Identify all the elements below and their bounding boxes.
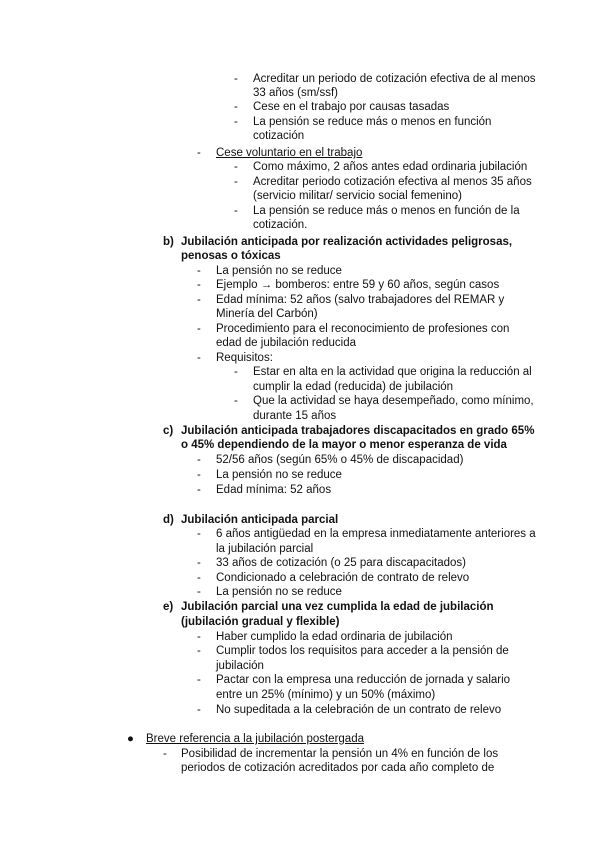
text-line: Que la actividad se haya desempeñado, como mínimo, <box>253 395 534 407</box>
text-line: La pensión no se reduce <box>216 265 342 277</box>
text-line: la jubilación parcial <box>216 543 314 555</box>
text-line: Procedimiento para el reconocimiento de profesiones con <box>216 323 510 335</box>
text-line: Cumplir todos los requisitos para acceder a la pensión de <box>216 645 509 657</box>
list-marker: d) <box>163 514 174 526</box>
list-marker: b) <box>163 236 174 248</box>
text-line: durante 15 años <box>253 410 337 422</box>
list-marker: - <box>234 176 238 188</box>
text-line: Acreditar periodo cotización efectiva al menos 35 años <box>253 176 532 188</box>
text-line: Acreditar un periodo de cotización efectiva de al menos <box>253 73 536 85</box>
text-line: Edad mínima: 52 años (salvo trabajadores del REMAR y <box>216 294 505 306</box>
text-line: Posibilidad de incrementar la pensión un 4% en función de los <box>181 748 499 760</box>
list-marker: - <box>234 161 238 173</box>
list-marker: - <box>197 586 201 598</box>
section-heading-line: Jubilación parcial una vez cumplida la edad de jubilación <box>181 601 494 613</box>
section-heading-line: (jubilación gradual y flexible) <box>181 616 340 628</box>
section-heading-line: Jubilación anticipada por realización actividades peligrosas, <box>181 236 513 248</box>
section-heading-line: Jubilación anticipada parcial <box>181 514 339 526</box>
text-line: Haber cumplido la edad ordinaria de jubilación <box>216 631 453 643</box>
text-line: jubilación <box>216 660 264 672</box>
list-marker: - <box>197 631 201 643</box>
list-marker: c) <box>163 425 174 437</box>
list-marker: - <box>197 147 201 159</box>
text-line: periodos de cotización acreditados por cada año completo de <box>181 762 495 774</box>
text-line: La pensión se reduce más o menos en función de la <box>253 205 520 217</box>
text-line: edad de jubilación reducida <box>216 337 357 349</box>
list-marker: - <box>197 645 201 657</box>
list-marker: - <box>197 352 201 364</box>
text-line: 52/56 años (según 65% o 45% de discapacidad) <box>216 454 464 466</box>
list-marker: - <box>234 395 238 407</box>
text-line: cumplir la edad (reducida) de jubilación <box>253 381 454 393</box>
text-line: Estar en alta en la actividad que origina la reducción al <box>253 366 532 378</box>
text-line: Como máximo, 2 años antes edad ordinaria jubilación <box>253 161 528 173</box>
list-marker: - <box>234 116 238 128</box>
text-line: La pensión se reduce más o menos en función <box>253 116 492 128</box>
text-line: (servicio militar/ servicio social femenino) <box>253 190 462 202</box>
text-line: 33 años de cotización (o 25 para discapacitados) <box>216 557 466 569</box>
text-line: La pensión no se reduce <box>216 586 342 598</box>
text-line: Breve referencia a la jubilación postergada <box>146 733 364 745</box>
text-line: Cese en el trabajo por causas tasadas <box>253 101 450 113</box>
text-line: Cese voluntario en el trabajo <box>216 147 363 159</box>
list-marker: - <box>197 454 201 466</box>
list-marker: - <box>197 484 201 496</box>
list-marker: - <box>163 748 167 760</box>
list-marker: - <box>197 469 201 481</box>
list-marker: - <box>197 528 201 540</box>
section-heading-line: o 45% dependiendo de la mayor o menor esperanza de vida <box>181 439 507 451</box>
list-marker: - <box>234 101 238 113</box>
list-marker: - <box>197 557 201 569</box>
section-heading-line: Jubilación anticipada trabajadores discapacitados en grado 65% <box>181 425 535 437</box>
text-line: Ejemplo → bomberos: entre 59 y 60 años, según casos <box>216 279 500 291</box>
text-line: entre un 25% (mínimo) y un 50% (máximo) <box>216 689 436 701</box>
list-marker: - <box>197 279 201 291</box>
list-marker: - <box>234 205 238 217</box>
list-marker: - <box>197 674 201 686</box>
section-heading-line: penosas o tóxicas <box>181 250 281 262</box>
text-line: 6 años antigüedad en la empresa inmediatamente anteriores a <box>216 528 536 540</box>
text-line: Edad mínima: 52 años <box>216 484 332 496</box>
text-line: cotización. <box>253 219 308 231</box>
text-line: La pensión no se reduce <box>216 469 342 481</box>
text-line: 33 años (sm/ssf) <box>253 87 338 99</box>
list-marker: - <box>197 323 201 335</box>
list-marker: - <box>234 366 238 378</box>
list-marker: - <box>197 704 201 716</box>
list-marker: e) <box>163 601 174 613</box>
text-line: Minería del Carbón) <box>216 308 318 320</box>
bullet-marker: ● <box>127 733 134 745</box>
list-marker: - <box>234 73 238 85</box>
list-marker: - <box>197 572 201 584</box>
text-line: cotización <box>253 130 305 142</box>
text-line: Condicionado a celebración de contrato de relevo <box>216 572 470 584</box>
list-marker: - <box>197 265 201 277</box>
text-line: Pactar con la empresa una reducción de jornada y salario <box>216 674 511 686</box>
list-marker: - <box>197 294 201 306</box>
text-line: No supeditada a la celebración de un contrato de relevo <box>216 704 502 716</box>
text-line: Requisitos: <box>216 352 273 364</box>
